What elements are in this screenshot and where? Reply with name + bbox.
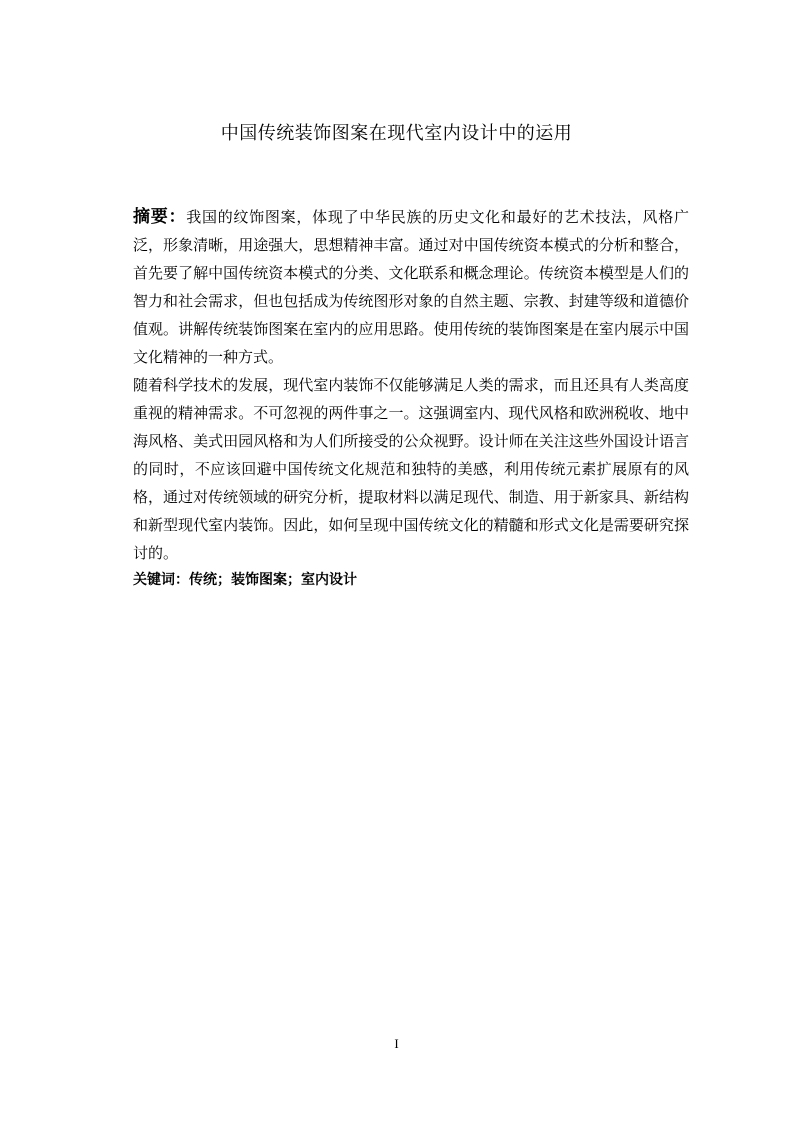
keywords-line: 关键词：传统；装饰图案；室内设计 — [133, 572, 357, 588]
abstract-text-1: 我国的纹饰图案，体现了中华民族的历史文化和最好的艺术技法，风格广泛，形象清晰，用途强大，思想精神丰富。通过对中国传统资本模式的分析和整合，首先要了解中国传统资本模式的分类、文化联系和概念理论。传统资本模型是人们的智力和社会需求，但也包括成为传统图形对象的自然主题、宗教、封建等级和道德价值观。讲解传统装饰图案在室内的应用思路。使用传统的装饰图案是在室内展示中国文化精神的一种方式。 — [133, 208, 690, 366]
abstract-paragraph-2: 随着科学技术的发展，现代室内装饰不仅能够满足人类的需求，而且还具有人类高度重视的精神需求。不可忽视的两件事之一。这强调室内、现代风格和欧洲税收、地中海风格、美式田园风格和为人们所接受的公众视野。设计师在关注这些外国设计语言的同时，不应该回避中国传统文化规范和独特的美感，利用传统元素扩展原有的风格，通过对传统领域的研究分析，提取材料以满足现代、制造、用于新家具、新结构和新型现代室内装饰。因此，如何呈现中国传统文化的精髓和形式文化是需要研究探讨的。 — [133, 376, 689, 562]
abstract-label: 摘要： — [133, 207, 187, 227]
page-number: I — [394, 1036, 399, 1051]
abstract-paragraph-1 — [133, 203, 689, 371]
page-title: 中国传统装饰图案在现代室内设计中的运用 — [220, 123, 573, 144]
abstract-section — [133, 203, 689, 593]
